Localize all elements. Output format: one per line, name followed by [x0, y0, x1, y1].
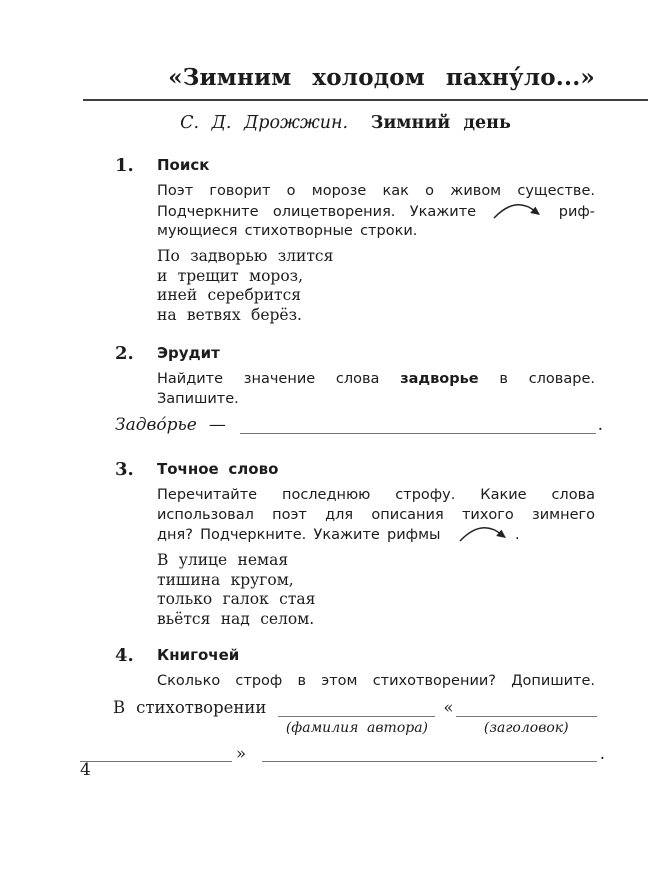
title-blank-line: [456, 697, 597, 717]
fill-in-row-1: [113, 697, 597, 739]
final-period: .: [599, 744, 605, 763]
poem-2-line-1: В улице немая: [157, 551, 289, 569]
poem-1-line-4: на ветвях берёз.: [157, 305, 302, 324]
task-3-line-3-period: .: [514, 527, 520, 543]
task-3-number: 3.: [115, 459, 134, 480]
task-2: [115, 343, 595, 409]
task-3-line-3: [157, 525, 595, 546]
task-2-body: [157, 343, 595, 409]
task-2-line-2: Запишите.: [157, 390, 239, 407]
task-1-title: Поиск: [157, 156, 210, 174]
fill-in-row-2: [80, 742, 605, 766]
poem-1-line-1: По задворью злится: [157, 247, 334, 265]
task-2-title: Эрудит: [157, 344, 220, 362]
close-quote: »: [236, 744, 247, 763]
definition-period: .: [597, 415, 603, 435]
definition-word: Задво́рье: [115, 415, 197, 435]
definition-dash: —: [208, 415, 226, 435]
title-blank-continuation: [80, 761, 232, 762]
poem-2-line-3: только галок стая: [157, 590, 316, 608]
poem-2-line-4: вьётся над селом.: [157, 609, 315, 628]
title-caption: (заголовок): [483, 720, 569, 736]
task-2-number: 2.: [115, 343, 134, 364]
task-1-line-3: мующиеся стихотворные строки.: [157, 223, 418, 239]
page-number: 4: [80, 760, 91, 780]
task-3: [115, 459, 595, 546]
poem-heading: [83, 110, 608, 136]
rhyme-arrow-icon: [458, 525, 508, 543]
task-2-line-1-a: Найдите значение слова: [157, 371, 380, 387]
task-1-line-2-text: Подчеркните олицетворения. Укажите: [157, 203, 477, 220]
poem-2-line-2: тишина кругом,: [157, 570, 294, 589]
task-2-line-1: [157, 370, 595, 390]
author-caption: (фамилия автора): [285, 720, 429, 736]
task-4-number: 4.: [115, 645, 134, 666]
task-2-line-1-c: в словаре.: [499, 371, 595, 387]
task-3-body: [157, 459, 595, 546]
header-rule: [83, 99, 648, 101]
definition-blank-line: [240, 433, 596, 434]
poem-stanza-1: [157, 247, 333, 325]
task-1-line-1: Поэт говорит о морозе как о живом существе.: [157, 183, 595, 199]
task-3-line-1: Перечитайте последнюю строфу. Какие слова: [157, 487, 595, 503]
task-1-body: [157, 155, 595, 242]
task-4: [115, 645, 595, 692]
poem-stanza-2: [157, 551, 315, 629]
task-3-line-3-text: дня? Подчеркните. Укажите рифмы: [157, 527, 441, 543]
author-blank-line: [278, 697, 435, 717]
open-quote: «: [443, 698, 454, 717]
rhyme-arrow-icon: [492, 202, 542, 220]
fill-in-lead-text: В стихотворении: [113, 698, 267, 717]
title-fill-column: [456, 697, 597, 739]
task-4-body: [157, 645, 595, 692]
task-1-line-2-hyphen-word: риф-: [558, 203, 595, 220]
task-4-title: Книгочей: [157, 646, 240, 664]
poem-author: С. Д. Дрожжин.: [180, 113, 349, 133]
answer-blank-line: [262, 761, 597, 762]
poem-1-line-2: и трещит мороз,: [157, 266, 304, 285]
definition-answer-row: [115, 413, 603, 438]
task-3-line-2: использовал поэт для описания тихого зимнего: [157, 506, 595, 523]
author-fill-column: [278, 697, 435, 739]
task-4-line-1: Сколько строф в этом стихотворении? Допишите.: [157, 673, 595, 689]
task-1: [115, 155, 595, 242]
task-1-number: 1.: [115, 155, 134, 176]
task-3-title: Точное слово: [157, 460, 279, 478]
task-1-line-2: [157, 202, 595, 223]
page-title: «Зимним холодом пахну́ло...»: [168, 64, 595, 91]
poem-1-line-3: иней серебрится: [157, 286, 302, 304]
poem-work-title: Зимний день: [370, 113, 511, 133]
task-2-keyword: задворье: [400, 371, 479, 387]
